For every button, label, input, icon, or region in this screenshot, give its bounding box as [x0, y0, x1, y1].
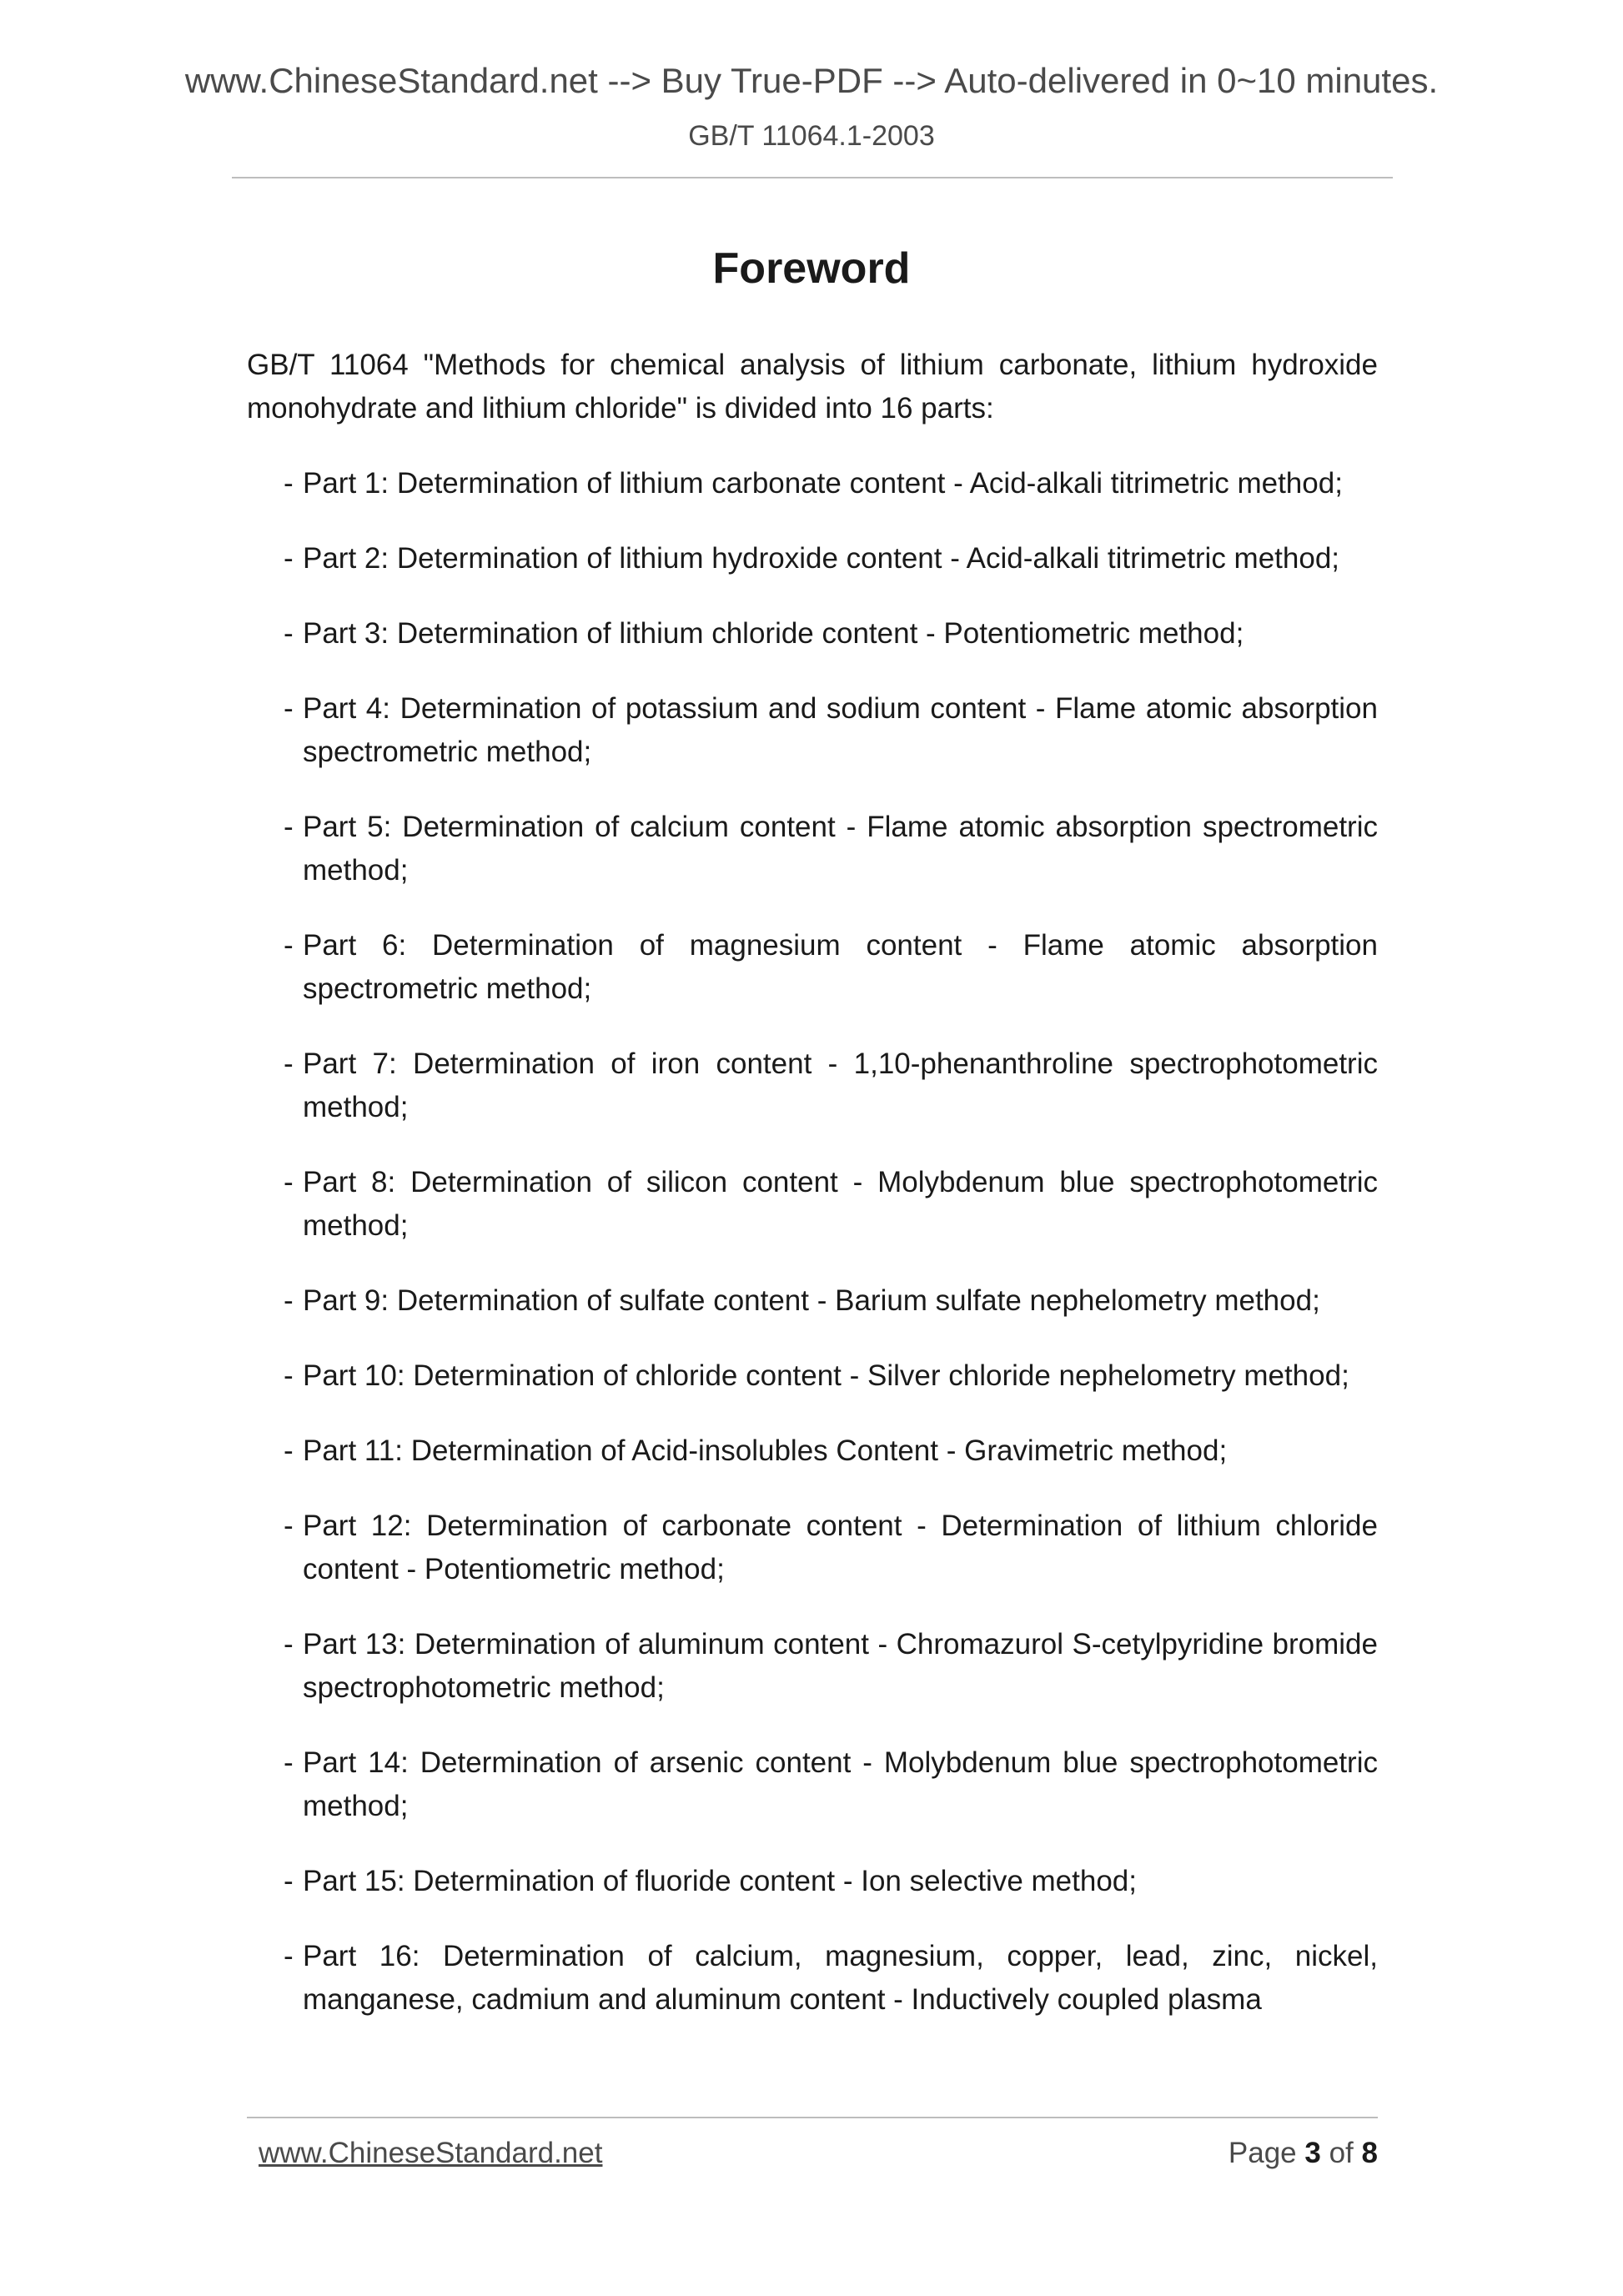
list-dash: - — [284, 467, 294, 500]
page-of: of — [1329, 2137, 1354, 2169]
intro-paragraph: GB/T 11064 "Methods for chemical analysis of lithium carbonate, lithium hydroxide monohydrate and lithium chloride" is divided into 16 parts: — [247, 349, 1378, 425]
list-item — [247, 1429, 1378, 1473]
list-dash: - — [284, 1048, 294, 1080]
list-item — [247, 924, 1378, 1011]
footer-divider — [247, 2117, 1378, 2118]
list-item-text: Part 2: Determination of lithium hydroxide content - Acid-alkali titrimetric method; — [303, 542, 1340, 575]
list-item — [247, 1505, 1378, 1591]
list-item-text: Part 1: Determination of lithium carbonate content - Acid-alkali titrimetric method; — [303, 467, 1343, 500]
list-dash: - — [284, 1746, 294, 1779]
document-body — [247, 344, 1378, 2053]
list-dash: - — [284, 1510, 294, 1542]
list-dash: - — [284, 617, 294, 650]
list-item — [247, 806, 1378, 892]
list-item-text: Part 9: Determination of sulfate content - Barium sulfate nephelometry method; — [303, 1284, 1320, 1317]
list-item-text: Part 16: Determination of calcium, magnesium, copper, lead, zinc, nickel, manganese, cadmium and aluminum content - Inductively coupled plasma — [303, 1940, 1378, 2016]
list-item — [247, 1935, 1378, 2022]
page-prefix: Page — [1228, 2137, 1297, 2169]
footer-website-link[interactable]: www.ChineseStandard.net — [259, 2137, 603, 2169]
list-item — [247, 1741, 1378, 1828]
list-dash: - — [284, 542, 294, 575]
list-item — [247, 1354, 1378, 1398]
list-item — [247, 1161, 1378, 1248]
list-dash: - — [284, 1166, 294, 1198]
list-item-text: Part 11: Determination of Acid-insolubles Content - Gravimetric method; — [303, 1434, 1228, 1467]
list-item — [247, 537, 1378, 580]
list-item — [247, 687, 1378, 774]
list-dash: - — [284, 1628, 294, 1660]
parts-list — [247, 462, 1378, 2022]
header-divider — [232, 177, 1393, 178]
list-item — [247, 1042, 1378, 1129]
page-total: 8 — [1361, 2137, 1378, 2169]
list-dash: - — [284, 1359, 294, 1392]
list-item-text: Part 3: Determination of lithium chloride content - Potentiometric method; — [303, 617, 1244, 650]
page-current: 3 — [1304, 2137, 1321, 2169]
list-item-text: Part 14: Determination of arsenic content - Molybdenum blue spectrophotometric method; — [303, 1746, 1378, 1822]
list-dash: - — [284, 692, 294, 725]
list-dash: - — [284, 811, 294, 843]
list-item-text: Part 6: Determination of magnesium content - Flame atomic absorption spectrometric method; — [303, 929, 1378, 1005]
list-item-text: Part 4: Determination of potassium and sodium content - Flame atomic absorption spectrometric method; — [303, 692, 1378, 768]
list-item — [247, 612, 1378, 656]
list-dash: - — [284, 1865, 294, 1897]
list-item-text: Part 12: Determination of carbonate content - Determination of lithium chloride content - Potentiometric method; — [303, 1510, 1378, 1585]
list-dash: - — [284, 1434, 294, 1467]
list-item — [247, 462, 1378, 505]
list-item-text: Part 7: Determination of iron content - 1,10-phenanthroline spectrophotometric method; — [303, 1048, 1378, 1123]
list-item-text: Part 8: Determination of silicon content - Molybdenum blue spectrophotometric method; — [303, 1166, 1378, 1242]
list-item-text: Part 15: Determination of fluoride content - Ion selective method; — [303, 1865, 1137, 1897]
page-indicator — [1229, 2137, 1378, 2170]
list-item-text: Part 13: Determination of aluminum content - Chromazurol S-cetylpyridine bromide spectrophotometric method; — [303, 1628, 1378, 1704]
page-title: Foreword — [712, 244, 911, 293]
list-item-text: Part 5: Determination of calcium content - Flame atomic absorption spectrometric method; — [303, 811, 1378, 887]
list-item — [247, 1279, 1378, 1323]
list-item-text: Part 10: Determination of chloride content - Silver chloride nephelometry method; — [303, 1359, 1349, 1392]
standard-code: GB/T 11064.1-2003 — [688, 120, 935, 152]
list-dash: - — [284, 1940, 294, 1972]
list-dash: - — [284, 1284, 294, 1317]
list-item — [247, 1623, 1378, 1710]
list-item — [247, 1860, 1378, 1903]
top-banner: www.ChineseStandard.net --> Buy True-PDF --> Auto-delivered in 0~10 minutes. — [184, 61, 1439, 100]
list-dash: - — [284, 929, 294, 962]
